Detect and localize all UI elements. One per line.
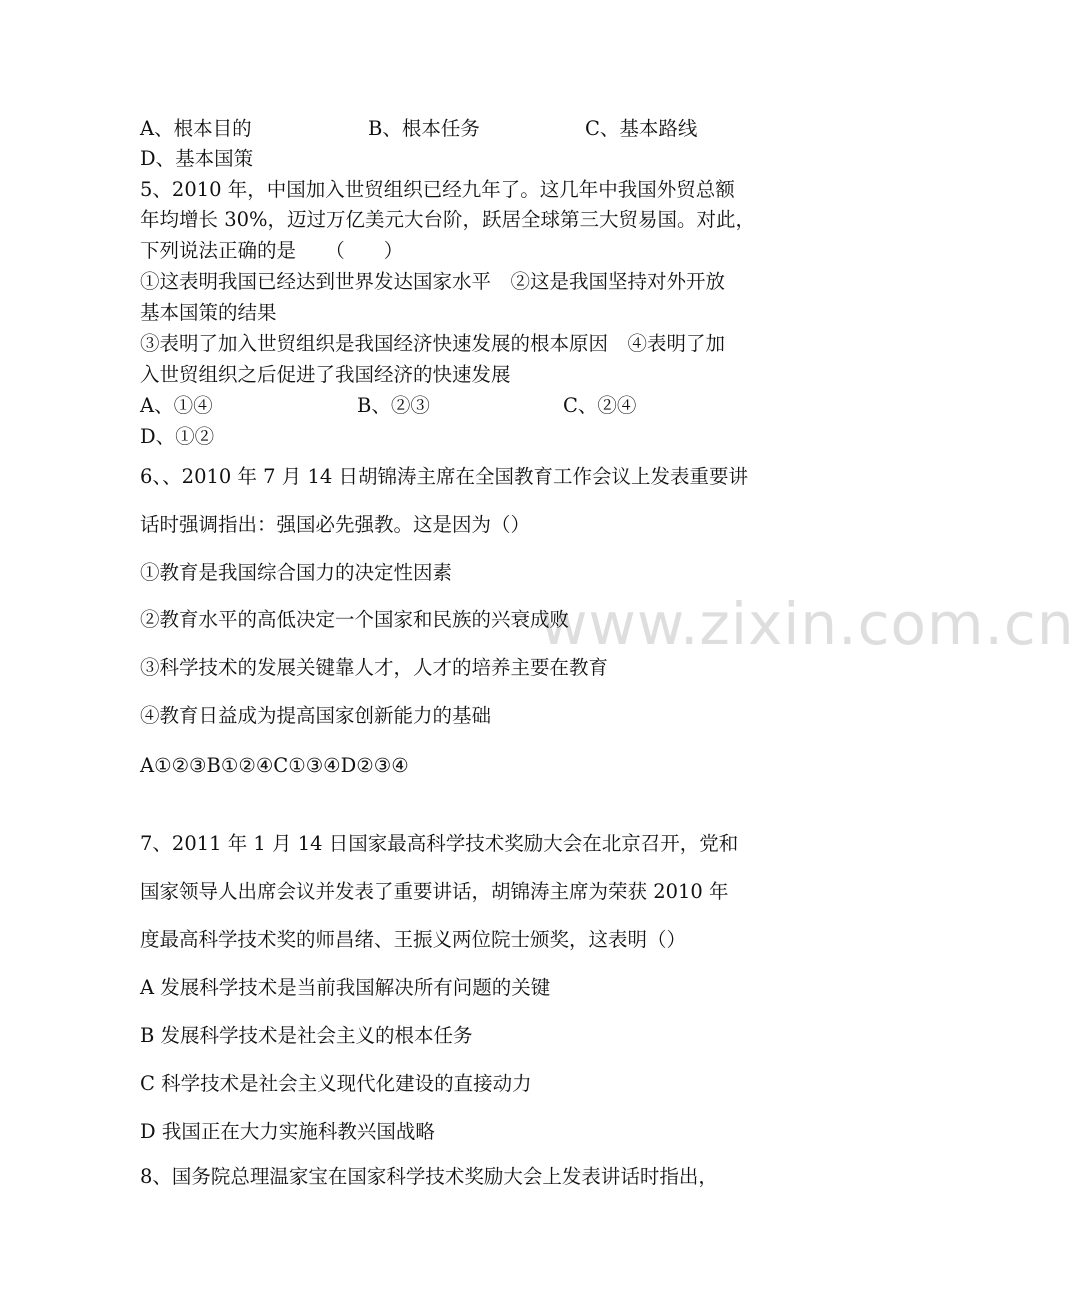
q5-option-d: D、①②	[140, 425, 215, 448]
q5-statement-line-4: 入世贸组织之后促进了我国经济的快速发展	[140, 363, 511, 386]
q5-option-b: B、②③	[357, 394, 430, 417]
q7-option-c: C 科学技术是社会主义现代化建设的直接动力	[140, 1072, 532, 1095]
q5-statement-line-3: ③表明了加入世贸组织是我国经济快速发展的根本原因 ④表明了加	[140, 332, 726, 355]
q4-option-c: C、基本路线	[585, 117, 698, 140]
q6-statement-1: ①教育是我国综合国力的决定性因素	[140, 561, 453, 584]
q7-stem-line-1: 7、2011 年 1 月 14 日国家最高科学技术奖励大会在北京召开，党和	[140, 832, 739, 855]
q8-stem-line-1: 8、国务院总理温家宝在国家科学技术奖励大会上发表讲话时指出，	[140, 1165, 718, 1188]
q5-stem-line-1: 5、2010 年，中国加入世贸组织已经九年了。这几年中我国外贸总额	[140, 178, 735, 201]
q4-option-d: D、基本国策	[140, 147, 254, 170]
q6-stem-line-1: 6、、2010 年 7 月 14 日胡锦涛主席在全国教育工作会议上发表重要讲	[140, 465, 748, 488]
q4-option-b: B、根本任务	[368, 117, 480, 140]
q7-stem-line-2: 国家领导人出席会议并发表了重要讲话，胡锦涛主席为荣获 2010 年	[140, 880, 729, 903]
q5-statement-line-1: ①这表明我国已经达到世界发达国家水平 ②这是我国坚持对外开放	[140, 270, 726, 293]
q7-option-d: D 我国正在大力实施科教兴国战略	[140, 1120, 435, 1143]
q6-statement-4: ④教育日益成为提高国家创新能力的基础	[140, 704, 492, 727]
watermark: www.zixin.com.cn	[540, 590, 1075, 658]
q4-option-a: A、根本目的	[140, 117, 252, 140]
q5-stem-line-2: 年均增长 30%，迈过万亿美元大台阶，跃居全球第三大贸易国。对此，	[140, 208, 756, 231]
q7-option-a: A 发展科学技术是当前我国解决所有问题的关键	[140, 976, 551, 999]
q5-statement-line-2: 基本国策的结果	[140, 301, 277, 324]
q6-options: A①②③B①②④C①③④D②③④	[140, 754, 409, 777]
q5-option-a: A、①④	[140, 394, 213, 417]
q5-option-c: C、②④	[563, 394, 637, 417]
q7-stem-line-3: 度最高科学技术奖的师昌绪、王振义两位院士颁奖，这表明（）	[140, 928, 687, 951]
q5-stem-line-3: 下列说法正确的是 （ ）	[140, 239, 404, 262]
q7-option-b: B 发展科学技术是社会主义的根本任务	[140, 1024, 473, 1047]
q6-statement-2: ②教育水平的高低决定一个国家和民族的兴衰成败	[140, 608, 570, 631]
q6-stem-line-2: 话时强调指出：强国必先强教。这是因为（）	[140, 513, 531, 536]
q6-statement-3: ③科学技术的发展关键靠人才，人才的培养主要在教育	[140, 656, 609, 679]
